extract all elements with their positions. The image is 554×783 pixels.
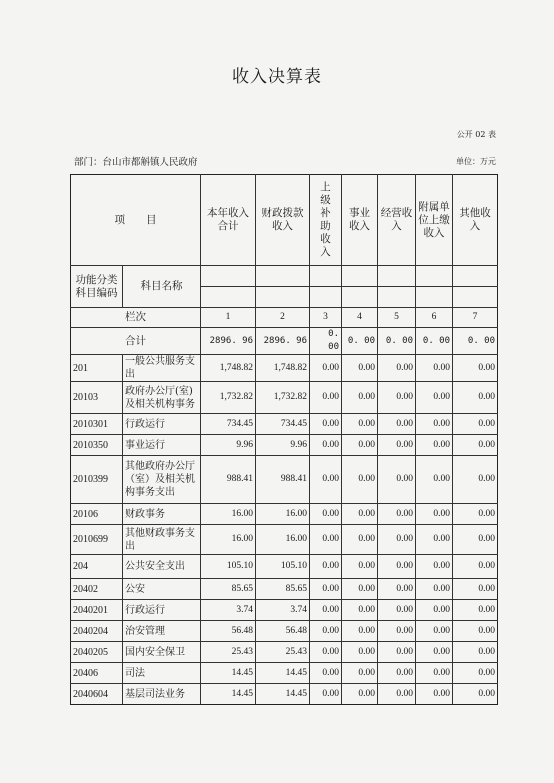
amount-cell: 0.00 [310,435,342,456]
amount-cell: 0.00 [310,355,342,382]
amount-cell: 14.45 [256,663,310,684]
amount-cell: 0.00 [378,555,416,579]
amount-cell: 0.00 [378,414,416,435]
amount-cell: 0.00 [416,621,453,642]
amount-cell: 14.45 [201,684,256,705]
total-label: 合计 [71,328,201,355]
code-label: 功能分类科目编码 [71,266,123,308]
table-number: 公开 02 表 [456,130,496,139]
amount-cell: 0.00 [416,414,453,435]
amount-cell: 0.00 [416,663,453,684]
item-header: 项 目 [71,175,201,266]
amount-cell: 0.00 [342,414,378,435]
table-row [71,555,498,579]
account-code: 20103 [71,382,123,414]
amount-cell: 0.00 [416,684,453,705]
amount-cell: 105.10 [201,555,256,579]
amount-cell: 0.00 [342,435,378,456]
amount-cell: 9.96 [256,435,310,456]
amount-cell: 0.00 [342,642,378,663]
table-row [71,684,498,705]
amount-cell: 0.00 [378,504,416,525]
account-code: 2040604 [71,684,123,705]
amount-cell: 0.00 [416,525,453,555]
department-label: 部门：台山市都斛镇人民政府 [74,157,198,168]
total-value: 0. 00 [342,328,378,355]
account-name: 事业运行 [123,435,201,456]
account-code: 204 [71,555,123,579]
amount-cell: 0.00 [378,642,416,663]
amount-cell: 0.00 [453,504,498,525]
col-header: 经营收入 [378,175,416,266]
table-row [71,504,498,525]
amount-cell: 0.00 [416,382,453,414]
account-name: 治安管理 [123,621,201,642]
amount-cell: 0.00 [453,456,498,504]
amount-cell: 1,732.82 [201,382,256,414]
col-header: 财政拨款收入 [256,175,310,266]
amount-cell: 25.43 [201,642,256,663]
amount-cell: 0.00 [378,382,416,414]
account-code: 2010399 [71,456,123,504]
amount-cell: 0.00 [310,504,342,525]
page-title: 收入决算表 [232,67,322,87]
amount-cell: 0.00 [378,621,416,642]
account-name: 行政运行 [123,414,201,435]
account-name: 基层司法业务 [123,684,201,705]
table-row [71,663,498,684]
table-row [71,579,498,600]
col-header: 其他收入 [453,175,498,266]
total-value: 0. 00 [453,328,498,355]
amount-cell: 734.45 [256,414,310,435]
amount-cell: 0.00 [342,355,378,382]
total-value: 2896. 96 [201,328,256,355]
amount-cell: 0.00 [342,456,378,504]
col-header: 事业收入 [342,175,378,266]
amount-cell: 0.00 [310,642,342,663]
amount-cell: 0.00 [310,600,342,621]
account-code: 2040204 [71,621,123,642]
amount-cell: 0.00 [310,579,342,600]
amount-cell: 0.00 [378,435,416,456]
col-number: 6 [416,308,453,328]
amount-cell: 0.00 [342,525,378,555]
col-number: 4 [342,308,378,328]
amount-cell: 0.00 [453,414,498,435]
amount-cell: 0.00 [453,663,498,684]
col-number: 3 [310,308,342,328]
account-code: 2010350 [71,435,123,456]
table-row [71,642,498,663]
account-name: 政府办公厅(室)及相关机构事务 [123,382,201,414]
amount-cell: 3.74 [256,600,310,621]
account-code: 2010301 [71,414,123,435]
amount-cell: 0.00 [416,642,453,663]
amount-cell: 0.00 [453,382,498,414]
amount-cell: 0.00 [310,414,342,435]
col-number: 2 [256,308,310,328]
amount-cell: 0.00 [378,663,416,684]
account-name: 财政事务 [123,504,201,525]
amount-cell: 0.00 [310,382,342,414]
amount-cell: 0.00 [453,355,498,382]
amount-cell: 0.00 [342,684,378,705]
amount-cell: 0.00 [378,600,416,621]
amount-cell: 14.45 [256,684,310,705]
account-name: 行政运行 [123,600,201,621]
amount-cell: 1,748.82 [201,355,256,382]
amount-cell: 0.00 [342,663,378,684]
amount-cell: 0.00 [453,525,498,555]
total-value: 2896. 96 [256,328,310,355]
col-header: 本年收入合计 [201,175,256,266]
amount-cell: 0.00 [416,435,453,456]
amount-cell: 0.00 [453,642,498,663]
amount-cell: 0.00 [416,555,453,579]
total-value: 0. 00 [310,328,342,355]
table-row [71,355,498,382]
amount-cell: 0.00 [342,555,378,579]
account-name: 公安 [123,579,201,600]
table-row [71,382,498,414]
amount-cell: 0.00 [378,355,416,382]
row-number-label: 栏次 [71,308,201,328]
account-name: 国内安全保卫 [123,642,201,663]
account-code: 2040205 [71,642,123,663]
amount-cell: 1,748.82 [256,355,310,382]
amount-cell: 85.65 [201,579,256,600]
amount-cell: 0.00 [453,621,498,642]
table-row [71,414,498,435]
total-value: 0. 00 [378,328,416,355]
amount-cell: 0.00 [416,600,453,621]
amount-cell: 988.41 [201,456,256,504]
table-row [71,435,498,456]
amount-cell: 16.00 [201,504,256,525]
table-row [71,456,498,504]
account-code: 20106 [71,504,123,525]
amount-cell: 0.00 [310,456,342,504]
amount-cell: 988.41 [256,456,310,504]
amount-cell: 9.96 [201,435,256,456]
col-header: 上级补助收入 [310,175,342,266]
amount-cell: 0.00 [342,382,378,414]
amount-cell: 0.00 [378,456,416,504]
account-name: 其他财政事务支出 [123,525,201,555]
amount-cell: 0.00 [310,621,342,642]
amount-cell: 0.00 [416,504,453,525]
col-number: 1 [201,308,256,328]
amount-cell: 25.43 [256,642,310,663]
amount-cell: 0.00 [416,355,453,382]
amount-cell: 0.00 [378,579,416,600]
account-code: 20402 [71,579,123,600]
amount-cell: 734.45 [201,414,256,435]
amount-cell: 0.00 [453,579,498,600]
account-code: 2010699 [71,525,123,555]
amount-cell: 0.00 [342,579,378,600]
col-number: 7 [453,308,498,328]
income-table [70,174,498,705]
table-row [71,621,498,642]
amount-cell: 56.48 [201,621,256,642]
col-number: 5 [378,308,416,328]
amount-cell: 105.10 [256,555,310,579]
account-code: 201 [71,355,123,382]
name-label: 科目名称 [123,266,201,308]
amount-cell: 0.00 [378,684,416,705]
account-name: 司法 [123,663,201,684]
amount-cell: 0.00 [416,456,453,504]
unit-label: 单位：万元 [456,157,496,166]
amount-cell: 0.00 [416,579,453,600]
amount-cell: 1,732.82 [256,382,310,414]
amount-cell: 0.00 [453,555,498,579]
amount-cell: 0.00 [378,525,416,555]
amount-cell: 0.00 [453,600,498,621]
table-row [71,600,498,621]
account-code: 20406 [71,663,123,684]
amount-cell: 0.00 [342,621,378,642]
total-value: 0. 00 [416,328,453,355]
table-row [71,525,498,555]
account-name: 一般公共服务支出 [123,355,201,382]
amount-cell: 3.74 [201,600,256,621]
account-name: 其他政府办公厅（室）及相关机构事务支出 [123,456,201,504]
col-header: 附属单位上缴收入 [416,175,453,266]
amount-cell: 0.00 [453,684,498,705]
amount-cell: 16.00 [256,504,310,525]
amount-cell: 85.65 [256,579,310,600]
amount-cell: 0.00 [310,525,342,555]
account-name: 公共安全支出 [123,555,201,579]
amount-cell: 16.00 [256,525,310,555]
account-code: 2040201 [71,600,123,621]
amount-cell: 0.00 [310,663,342,684]
amount-cell: 56.48 [256,621,310,642]
amount-cell: 0.00 [453,435,498,456]
amount-cell: 0.00 [310,555,342,579]
amount-cell: 0.00 [310,684,342,705]
amount-cell: 0.00 [342,504,378,525]
amount-cell: 0.00 [342,600,378,621]
amount-cell: 16.00 [201,525,256,555]
amount-cell: 14.45 [201,663,256,684]
